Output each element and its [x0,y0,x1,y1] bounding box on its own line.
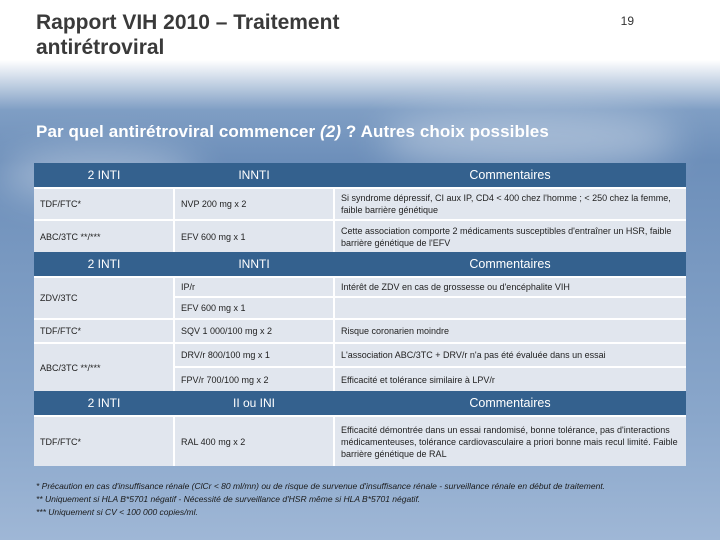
cell-drug: EFV 600 mg x 1 [174,297,334,319]
cell-drug: RAL 400 mg x 2 [174,416,334,466]
table-row [34,220,686,252]
cell-comment: Cette association comporte 2 médicaments susceptibles d'entraîner un HSR, faible barrière génétique de l'EFV [334,220,686,252]
table-row [34,277,686,297]
table-row [34,319,686,343]
cell-inti: ABC/3TC **/*** [34,343,174,391]
cell-inti: TDF/FTC* [34,319,174,343]
slide-title-line1: Rapport VIH 2010 – Traitement [36,11,340,34]
cell-drug: IP/r [174,277,334,297]
header-2inti: 2 INTI [34,252,174,277]
subtitle-reference: (2) [320,122,342,141]
cell-comment: Efficacité démontrée dans un essai randomisé, bonne tolérance, pas d'interactions médicamenteuses, tolérance cardiovasculaire a priori bonne mais recul limité. Faible barrière génétique de RAL [334,416,686,466]
cell-drug: EFV 600 mg x 1 [174,220,334,252]
header-2inti: 2 INTI [34,163,174,188]
header-commentaires: Commentaires [334,163,686,188]
cell-drug: SQV 1 000/100 mg x 2 [174,319,334,343]
cell-drug: DRV/r 800/100 mg x 1 [174,343,334,367]
footnotes [36,480,716,519]
section2-header [34,252,686,277]
cell-comment: Si syndrome dépressif, CI aux IP, CD4 < 400 chez l'homme ; < 250 chez la femme, faible barrière génétique [334,188,686,220]
subtitle-rest: ? Autres choix possibles [345,122,549,141]
table-row [34,416,686,466]
subtitle-main: Par quel antirétroviral commencer [36,122,316,141]
section1-header [34,163,686,188]
footnote-2: ** Uniquement si HLA B*5701 négatif - Nécessité de surveillance d'HSR même si HLA B*5701 négatif. [36,494,421,504]
slide-title [36,10,596,60]
cell-comment: Intérêt de ZDV en cas de grossesse ou d'encéphalite VIH [334,277,686,297]
header-innti: INNTI [174,163,334,188]
cell-comment: L'association ABC/3TC + DRV/r n'a pas été évaluée dans un essai [334,343,686,367]
header-commentaires: Commentaires [334,252,686,277]
cell-comment: Risque coronarien moindre [334,319,686,343]
header-2inti: 2 INTI [34,391,174,416]
cell-inti: TDF/FTC* [34,188,174,220]
header-ii-ini: II ou INI [174,391,334,416]
cell-drug: NVP 200 mg x 2 [174,188,334,220]
footnote-3: *** Uniquement si CV < 100 000 copies/ml. [36,507,198,517]
cell-comment-empty [334,297,686,319]
section3-header [34,391,686,416]
header-innti: INNTI [174,252,334,277]
slide-title-line2: antirétroviral [36,36,165,59]
footnote-1: * Précaution en cas d'insuffisance rénale (ClCr < 80 ml/mn) ou de risque de survenue d'insuffisance rénale - surveillance rénale en début de traitement. [36,481,606,491]
table-row [34,343,686,367]
antiretroviral-table [34,163,686,466]
cell-inti: ZDV/3TC [34,277,174,319]
cell-drug: FPV/r 700/100 mg x 2 [174,367,334,391]
table-row [34,188,686,220]
cell-inti: TDF/FTC* [34,416,174,466]
slide-subtitle [36,122,549,142]
page-number: 19 [620,14,634,28]
cell-inti: ABC/3TC **/*** [34,220,174,252]
cell-comment: Efficacité et tolérance similaire à LPV/r [334,367,686,391]
header-commentaires: Commentaires [334,391,686,416]
